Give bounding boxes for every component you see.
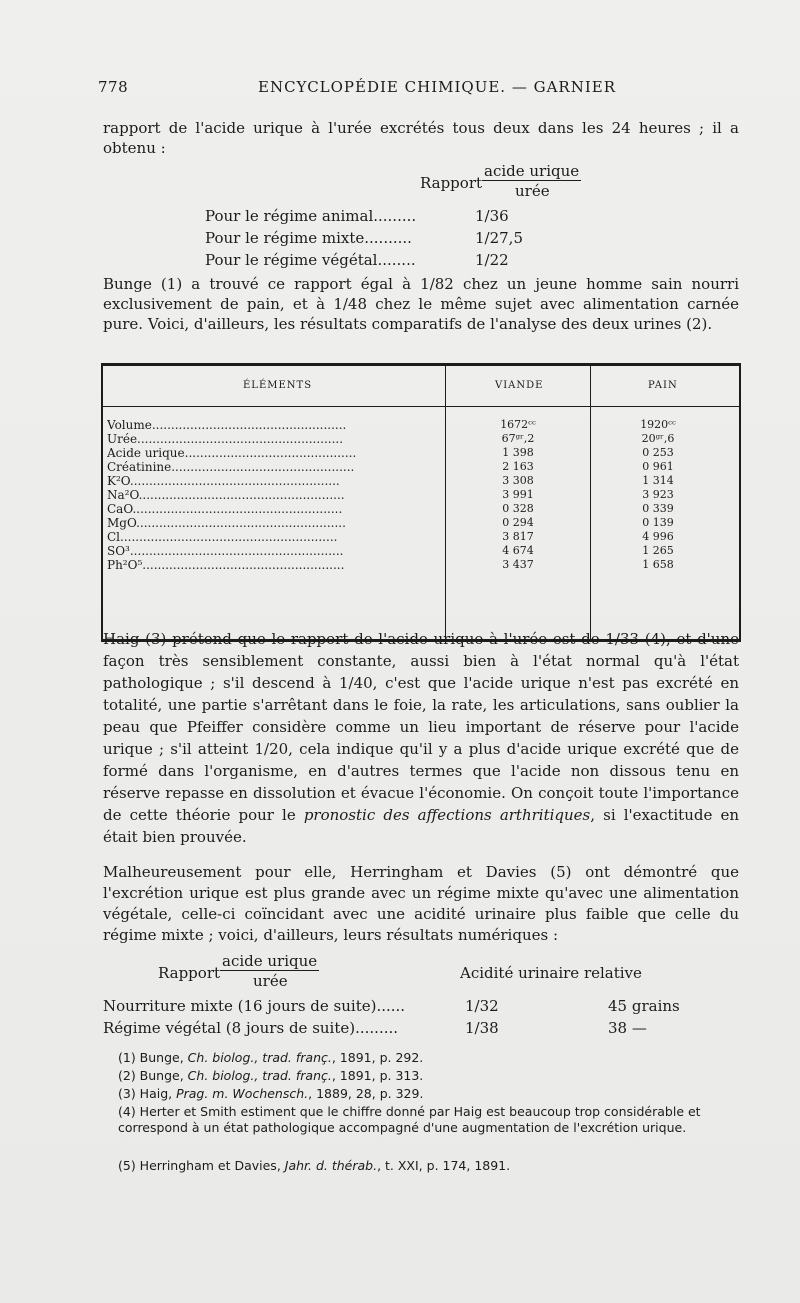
pain-value: 3 923 [642, 488, 674, 501]
regime-label: Pour le régime végétal........ [205, 251, 416, 269]
regime-value: 1/22 [475, 251, 509, 269]
result-acidity: 38 — [608, 1019, 647, 1037]
footnote-4: (4) Herter et Smith estiment que le chiffre donné par Haig est beaucoup trop considérable et correspond à un état pathologique accompagné d'une augmentation de l'excrétion urique. [118, 1104, 701, 1135]
table-row [103, 544, 735, 557]
pain-value: 0 961 [642, 460, 674, 473]
paragraph-2: Bunge (1) a trouvé ce rapport égal à 1/82 chez un jeune homme sain nourri exclusivement de pain, et à 1/48 chez le même sujet avec alimentation carnée pure. Voici, d'ailleurs, les résultats comparatifs de l'analyse des deux urines (2). [103, 275, 739, 333]
viande-value: 0 294 [502, 516, 534, 529]
element-name: Acide urique............................................. [107, 446, 357, 460]
element-name: Volume................................................... [107, 418, 347, 432]
table-row [103, 432, 735, 445]
footnote-text: (2) Bunge, [118, 1068, 188, 1083]
element-name: Cl......................................................... [107, 530, 338, 544]
pain-value: 0 139 [642, 516, 674, 529]
viande-value: 2 163 [502, 460, 534, 473]
column-header-viande: VIANDE [495, 380, 544, 391]
element-name: CaO....................................................... [107, 502, 343, 516]
element-name: K²O....................................................... [107, 474, 340, 488]
viande-value: 3 437 [502, 558, 534, 571]
viande-value: 3 308 [502, 474, 534, 487]
regime-row [205, 229, 605, 247]
viande-value: 3 817 [502, 530, 534, 543]
result-row [103, 1019, 743, 1037]
footnote-text: , t. XXI, p. 174, 1891. [377, 1158, 511, 1173]
footnote-1 [118, 1050, 744, 1066]
result-row [103, 997, 743, 1015]
ratio-formula-1 [420, 162, 640, 202]
table-row [103, 446, 735, 459]
pain-value: 1 658 [642, 558, 674, 571]
element-name: Créatinine................................................ [107, 460, 355, 474]
table-row [103, 488, 735, 501]
regime-value: 1/27,5 [475, 229, 523, 247]
footnote-italic: Ch. biolog., trad. franç. [187, 1050, 332, 1065]
footnote-text: , 1889, 28, p. 329. [308, 1086, 424, 1101]
regime-label: Pour le régime animal......... [205, 207, 417, 225]
paragraph-3-text: Haig (3) prétend que le rapport de l'acide urique à l'urée est de 1/33 (4), et d'une façon très sensiblement constante, aussi bien à l'état normal qu'à l'état pathologique ; s'il descend à 1/40, c'est que l'acide urique n'est pas excrété en totalité, une partie s'arrêtant dans le foie, la rate, les articulations, sans oublier la peau que Pfeiffer considère comme un lieu important de réserve pour l'acide urique ; s'il atteint 1/20, cela indique qu'il y a plus d'acide urique excrété que de formé dans l'organisme, en d'autres termes que l'acide non dissous tenu en réserve repasse en dissolution et évacue l'économie. On conçoit toute l'importance de cette théorie pour le [103, 630, 739, 824]
element-name: Urée...................................................... [107, 432, 344, 446]
ratio-numerator: acide urique [484, 162, 580, 180]
result-ratio: 1/38 [465, 1019, 499, 1037]
ratio-label: Rapport [420, 174, 483, 192]
ratio-formula-2 [158, 952, 758, 992]
footnote-3 [118, 1086, 744, 1102]
ratio-numerator: acide urique [222, 952, 318, 970]
result-acidity: 45 grains [608, 997, 680, 1015]
element-name: SO³........................................................ [107, 544, 344, 558]
element-name: MgO....................................................... [107, 516, 346, 530]
comparison-table [101, 363, 741, 642]
regime-row [205, 207, 605, 225]
footnote-italic: Ch. biolog., trad. franç. [187, 1068, 332, 1083]
table-row [103, 530, 735, 543]
table-row [103, 516, 735, 529]
result-label: Nourriture mixte (16 jours de suite)...... [103, 997, 406, 1015]
pain-value: 0 339 [642, 502, 674, 515]
footnote-5 [118, 1158, 744, 1174]
table-row [103, 558, 735, 571]
table-row [103, 460, 735, 473]
paragraph-4: Malheureusement pour elle, Herringham et Davies (5) ont démontré que l'excrétion urique est plus grande avec un régime mixte qu'avec une alimentation végétale, celle-ci coïncidant avec une acidité urinaire plus faible que celle du régime mixte ; voici, d'ailleurs, leurs résultats numériques : [103, 863, 739, 944]
column-header-pain: PAIN [648, 380, 678, 391]
pain-value: 20ᵍʳ,6 [641, 432, 675, 445]
viande-value: 0 328 [502, 502, 534, 515]
table-row [103, 474, 735, 487]
regime-row [205, 251, 605, 269]
pain-value: 1920ᶜᶜ [640, 418, 676, 431]
pain-value: 0 253 [642, 446, 674, 459]
footnote-text: (1) Bunge, [118, 1050, 188, 1065]
element-name: Na²O...................................................... [107, 488, 345, 502]
footnote-text: (5) Herringham et Davies, [118, 1158, 285, 1173]
footnote-italic: Prag. m. Wochensch. [176, 1086, 309, 1101]
page-number: 778 [98, 78, 129, 96]
result-label: Régime végétal (8 jours de suite)......... [103, 1019, 399, 1037]
footnote-2 [118, 1068, 744, 1084]
footnote-text: , 1891, p. 292. [331, 1050, 424, 1065]
acidity-column-label: Acidité urinaire relative [460, 964, 642, 982]
viande-value: 1672ᶜᶜ [500, 418, 536, 431]
ratio-denominator: urée [515, 182, 550, 200]
footnote-text: , 1891, p. 313. [331, 1068, 424, 1083]
paragraph-3 [103, 628, 739, 848]
result-ratio: 1/32 [465, 997, 499, 1015]
viande-value: 4 674 [502, 544, 534, 557]
viande-value: 3 991 [502, 488, 534, 501]
ratio-denominator: urée [253, 972, 288, 990]
viande-value: 1 398 [502, 446, 534, 459]
paragraph-3-italic: pronostic des affections arthritiques [303, 806, 591, 824]
pain-value: 1 265 [642, 544, 674, 557]
element-name: Ph²O⁵..................................................... [107, 558, 345, 572]
ratio-label: Rapport [158, 964, 221, 982]
pain-value: 1 314 [642, 474, 674, 487]
viande-value: 67ᵍʳ,2 [501, 432, 535, 445]
footnote-italic: Jahr. d. thérab. [284, 1158, 378, 1173]
footnote-text: (3) Haig, [118, 1086, 177, 1101]
column-header-elements: ÉLÉMENTS [243, 380, 313, 391]
pain-value: 4 996 [642, 530, 674, 543]
paragraph-3-end: , si l'exactitude en était bien prouvée. [103, 806, 739, 846]
regime-label: Pour le régime mixte.......... [205, 229, 412, 247]
running-title: ENCYCLOPÉDIE CHIMIQUE. — GARNIER [258, 78, 617, 96]
paragraph-1: rapport de l'acide urique à l'urée excrétés tous deux dans les 24 heures ; il a obtenu : [103, 119, 739, 157]
table-row [103, 502, 735, 515]
regime-value: 1/36 [475, 207, 509, 225]
table-row [103, 418, 735, 431]
header-rule [103, 406, 739, 407]
